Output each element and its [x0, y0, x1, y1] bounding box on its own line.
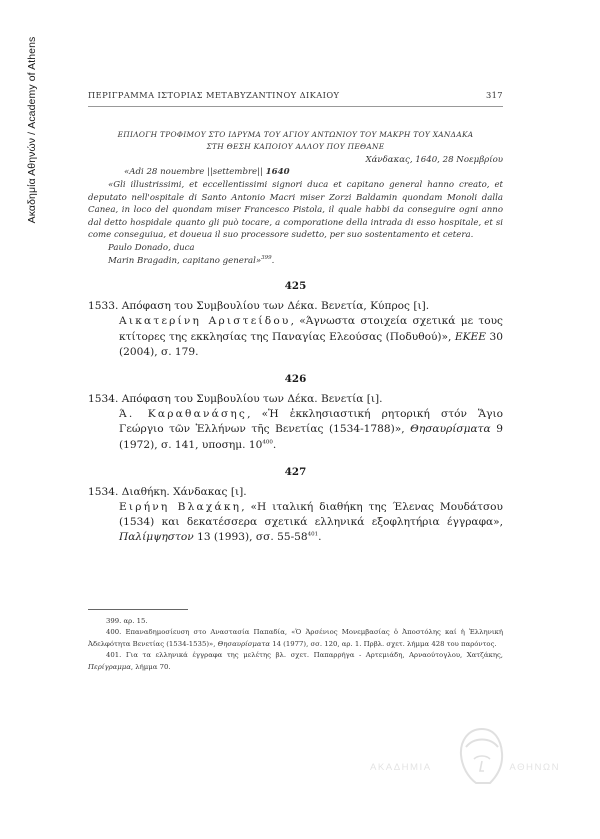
entry-ref-end2: .	[272, 438, 277, 451]
athena-head-icon	[452, 725, 512, 789]
entry-number-425: 425	[284, 280, 307, 293]
entry-reference	[88, 314, 503, 360]
footnote-rule	[88, 609, 188, 610]
entry-ref-end2: .	[318, 531, 322, 544]
document-title-line1: ΕΠΙΛΟΓΗ ΤΡΟΦΙΜΟΥ ΣΤΟ ΙΔΡΥΜΑ ΤΟΥ ΑΓΙΟΥ ΑΝΤΩΝΙΟΥ ΤΟΥ ΜΑΚΡΗ ΤΟΥ ΧΑΝΔΑΚΑ	[117, 130, 474, 139]
entry-ref-text: , «Ἡ ἐκκλησιαστική ρητορική στόν Ἅγιο Γεώργιο τῶν Ἑλλήνων τῆς Βενετίας (1534-1788)»,	[119, 408, 503, 436]
date-quote-year: 1640	[265, 167, 290, 177]
entry-head: 1534. Απόφαση του Συμβουλίου των Δέκα. Βενετία [ι].	[88, 392, 383, 405]
footnote-400-end: 14 (1977), σσ. 120, αρ. 1. Πρβλ. σχετ. λήμμα 428 του παρόντος.	[270, 639, 497, 648]
footnotes	[88, 609, 503, 673]
entry-ref-text: , «Άγνωστα στοιχεία σχετικά με τους κτίτορες της εκκλησίας της Παναγίας Ελεούσας (Ποδυθού)»,	[119, 315, 503, 343]
document-title-line2: ΣΤΗ ΘΕΣΗ ΚΑΠΟΙΟΥ ΑΛΛΟΥ ΠΟΥ ΠΕΘΑΝΕ	[206, 141, 385, 151]
entry-ref-end: 30 (2004), σ. 179.	[119, 330, 503, 358]
watermark-right: ΑΘΗΝΩΝ	[509, 762, 560, 773]
entry-425	[88, 299, 503, 360]
footnote-400-journal: Θησαυρίσματα	[217, 639, 271, 648]
document-date-quote	[124, 166, 503, 179]
page-number: 317	[485, 90, 503, 100]
footnote-401-end: , λήμμα 70.	[130, 662, 171, 671]
signature-2-text: Marin Bragadin, capitano general»	[108, 255, 262, 266]
side-label-text: Ακαδημία Αθηνών / Academy of Athens	[26, 36, 38, 224]
footnote-ref-399: 399	[261, 254, 272, 261]
entry-author: Αικατερίνη Αριστείδου	[119, 315, 291, 328]
academy-watermark	[360, 725, 560, 795]
document-quote-body: «Gli illustrissimi, et eccellentissimi signori duca et capitano general hanno creato, et deputato nell'ospitale di Santo Antonio Macri miser Zorzi Baldamin quondam Monoli dalla Canea, in loco del quondam miser Francesco Pistola, il quale habbi da conseguire ogni anno dal detto hospidale quanto gli può tocare, a comporatione della intrada di esso hospitale, et si come conseguiua, et doueua il suo processore sudetto, per suo sostentamento et cetera.	[88, 180, 503, 241]
footnote-400	[88, 627, 503, 650]
archive-side-label	[17, 0, 47, 260]
entry-426	[88, 392, 503, 453]
entry-head: 1534. Διαθήκη. Χάνδακας [ι].	[88, 485, 247, 498]
signature-2-end: .	[271, 255, 275, 266]
running-head	[88, 90, 503, 107]
entry-author: Ά. Καραθανάσης	[119, 408, 248, 421]
page-body	[88, 90, 503, 546]
running-head-title: ΠΕΡΙΓΡΑΜΜΑ ΙΣΤΟΡΙΑΣ ΜΕΤΑΒΥΖΑΝΤΙΝΟΥ ΔΙΚΑΙΟΥ	[88, 90, 340, 100]
date-quote-text: «Adi 28 nouembre ||settembre||	[124, 167, 266, 177]
document-place-date: Χάνδακας, 1640, 28 Νοεμβρίου	[365, 155, 503, 165]
entry-journal: ΕΚΕΕ	[454, 330, 487, 343]
entry-number-426: 426	[284, 372, 307, 385]
footnote-399: 399. αρ. 15.	[106, 617, 148, 625]
footnote-401	[88, 650, 503, 673]
entry-reference	[88, 500, 503, 546]
entry-journal: Παλίμψηστον	[119, 531, 194, 544]
signature-2	[108, 255, 503, 268]
entry-ref-text: , «Η ιταλική διαθήκη της Έλενας Μουδάτσου (1534) και δεκατέσσερα σχετικά ελληνικά εξοφλητήρια έγγραφα»,	[119, 500, 503, 529]
entry-reference	[88, 407, 503, 453]
footnote-400-text: 400. Επαναδημοσίευση στο Αναστασία Παπαδία, «Ὁ Ἀρσένιος Μονεμβασίας ὁ Ἀποστόλης καί ἡ Ἑλληνική Ἀδελφότητα Βενετίας (1534-1535)»,	[88, 628, 503, 648]
entry-427	[88, 485, 503, 546]
entry-number-427: 427	[284, 465, 307, 478]
footnote-ref-400: 400	[262, 439, 273, 446]
entry-author: Ειρήνη Βλαχάκη	[119, 500, 242, 513]
document-title	[88, 129, 503, 152]
entry-journal: Θησαυρίσματα	[410, 423, 491, 436]
entry-ref-end: 9 (1972), σ. 141, υποσημ. 10	[119, 423, 503, 451]
footnote-401-journal: Περίγραμμα	[88, 662, 131, 671]
watermark-text	[370, 762, 560, 773]
entry-head: 1533. Απόφαση του Συμβουλίου των Δέκα. Βενετία, Κύπρος [ι].	[88, 300, 430, 313]
watermark-left: ΑΚΑΔΗΜΙΑ	[370, 762, 432, 773]
footnote-ref-401: 401	[307, 531, 319, 538]
footnote-401-text: 401. Για τα ελληνικά έγγραφα της μελέτης βλ. σχετ. Παπαρρήγα - Αρτεμιάδη, Αρναούτογλου, Χατζάκης,	[106, 651, 503, 660]
signature-1: Paulo Donado, duca	[108, 242, 195, 253]
entry-ref-end: 13 (1993), σσ. 55-58	[193, 531, 308, 544]
